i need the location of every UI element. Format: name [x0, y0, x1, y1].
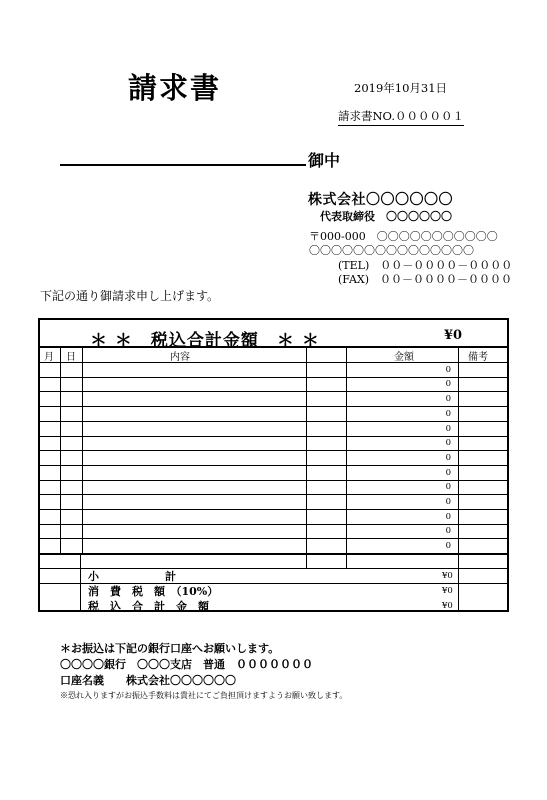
total-separator — [40, 346, 507, 348]
col-day: 日 — [66, 352, 76, 363]
document-title: 請求書 — [128, 71, 222, 105]
fee-notice: ※恐れ入りますがお振込手数料は貴社にてご負担頂けますようお願い致します。 — [60, 691, 348, 700]
row-amount: 0 — [445, 364, 451, 375]
col-divider — [82, 346, 83, 553]
summary-divider — [458, 553, 459, 610]
sender-tel: (TEL) ００－００００－００００ — [338, 259, 513, 272]
summary-line — [40, 568, 507, 569]
row-line — [40, 538, 507, 539]
total-value: ¥0 — [444, 328, 463, 343]
tax-value: ¥0 — [442, 586, 453, 596]
summary-separator — [40, 553, 507, 555]
row-line — [40, 494, 507, 495]
bank-account: 〇〇〇〇銀行 〇〇〇支店 普通 ０００００００ — [60, 658, 313, 671]
row-amount: 0 — [445, 452, 451, 463]
col-content: 内容 — [170, 352, 190, 363]
row-amount: 0 — [445, 526, 451, 537]
row-line — [40, 524, 507, 525]
col-divider — [458, 346, 459, 553]
recipient-honorific: 御中 — [308, 151, 341, 170]
row-line — [40, 480, 507, 481]
row-line — [40, 465, 507, 466]
row-amount: 0 — [445, 541, 451, 552]
col-divider — [306, 346, 307, 568]
row-line — [40, 421, 507, 422]
row-line — [40, 450, 507, 451]
subtotal-value: ¥0 — [442, 571, 453, 581]
tax-label: 消 費 税 額 （10%） — [88, 585, 219, 598]
row-amount: 0 — [445, 467, 451, 478]
sender-address: 〇〇〇〇〇〇〇〇〇〇〇〇〇〇〇 — [309, 244, 474, 257]
row-line — [40, 509, 507, 510]
row-amount: 0 — [445, 379, 451, 390]
grand-total-value: ¥0 — [442, 601, 453, 611]
intro-text: 下記の通り御請求申し上げます。 — [40, 289, 220, 303]
recipient-name-line — [60, 164, 306, 166]
sender-postal: 〒000-000 〇〇〇〇〇〇〇〇〇〇〇 — [309, 230, 498, 243]
issue-date: 2019年10月31日 — [354, 81, 448, 95]
sender-fax: (FAX) ００－００００－００００ — [338, 273, 513, 286]
total-label: ＊ ＊ 税込合計金額 ＊ ＊ — [90, 331, 320, 351]
subtotal-label: 小 計 — [88, 570, 176, 583]
row-amount: 0 — [445, 438, 451, 449]
document-number: 請求書NO.０００００１ — [338, 108, 464, 126]
row-amount: 0 — [445, 394, 451, 405]
sender-representative: 代表取締役 〇〇〇〇〇〇 — [320, 210, 452, 223]
summary-line — [40, 583, 507, 584]
col-divider — [60, 346, 61, 553]
col-divider — [346, 346, 347, 568]
row-line — [40, 406, 507, 407]
col-month: 月 — [44, 352, 54, 363]
header-separator — [40, 362, 507, 363]
col-amount: 金額 — [394, 352, 414, 363]
row-amount: 0 — [445, 408, 451, 419]
row-line — [40, 436, 507, 437]
row-line — [40, 377, 507, 378]
col-remarks: 備考 — [468, 352, 488, 363]
row-amount: 0 — [445, 423, 451, 434]
row-amount: 0 — [445, 497, 451, 507]
row-line — [40, 391, 507, 392]
invoice-table — [38, 318, 509, 612]
row-amount: 0 — [445, 511, 451, 522]
sender-company: 株式会社〇〇〇〇〇〇 — [308, 192, 453, 208]
grand-total-label: 税 込 合 計 金 額 — [88, 600, 209, 613]
summary-divider — [80, 553, 81, 610]
bank-holder: 口座名義 株式会社〇〇〇〇〇〇 — [60, 674, 236, 687]
bank-note: ＊お振込は下記の銀行口座へお願いします。 — [60, 642, 280, 655]
row-amount: 0 — [445, 482, 451, 493]
